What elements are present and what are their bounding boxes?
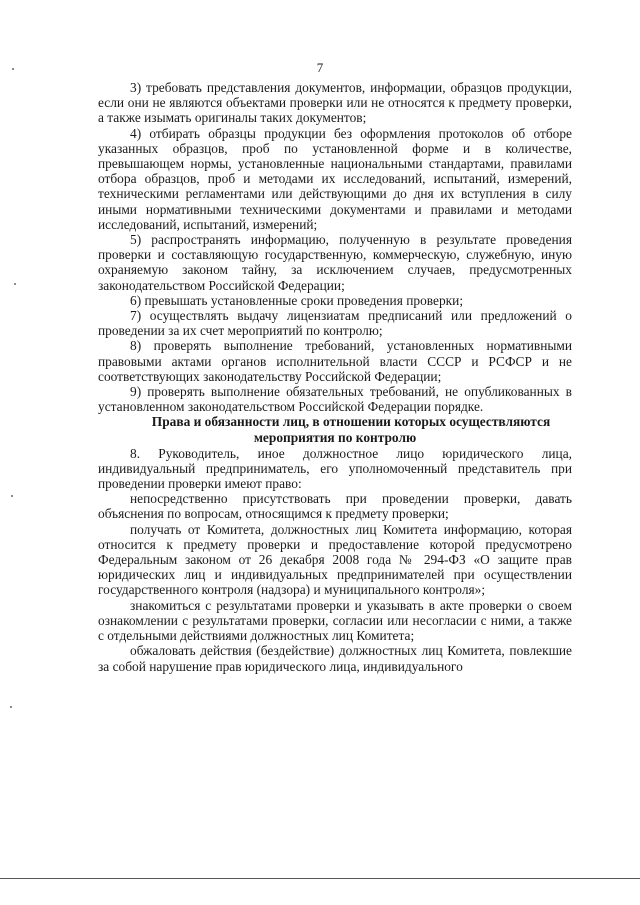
page-number: 7 [316,60,324,75]
section-paragraph: знакомиться с результатами проверки и указывать в акте проверки о своем ознакомлении с результатами проверки, согласии или несогласии с ними, а также с отдельными действиями должностных лиц Комитета; [98,597,572,644]
rights-section [98,446,572,674]
scan-speck [14,283,16,285]
scan-speck [10,706,12,708]
section-paragraph: 8. Руководитель, иное должностное лицо юридического лица, индивидуальный предприниматель, его уполномоченный представитель при проведении проверки имеют право: [98,445,572,492]
scan-speck [12,68,14,70]
section-heading: Права и обязанности лиц, в отношении которых осуществляются мероприятия по контролю [151,414,551,446]
list-item: 3) требовать представления документов, информации, образцов продукции, если они не являются объектами проверки или не относятся к предмету проверки, а также изымать оригиналы таких документов; [98,80,572,126]
scan-speck [11,495,13,497]
prohibitions-list [98,80,572,414]
scan-edge-line [0,878,640,879]
list-item: 8) проверять выполнение требований, установленных нормативными правовыми актами органов исполнительной власти СССР и РСФСР и не соответствующих законодательству Российской Федерации; [98,338,572,384]
section-paragraph: получать от Комитета, должностных лиц Комитета информацию, которая относится к предмету проверки и предоставление которой предусмотрено Федеральным законом от 26 декабря 2008 года № 294-ФЗ «О защите прав юридических лиц и индивидуальных предпринимателей при осуществлении государственного контроля (надзора) и муниципального контроля»; [98,521,572,598]
list-item: 5) распространять информацию, полученную в результате проведения проверки и составляющую государственную, коммерческую, служебную, иную охраняемую законом тайну, за исключением случаев, предусмотренных законодательством Российской Федерации; [98,232,572,293]
document-body [98,80,572,674]
list-item: 6) превышать установленные сроки проведения проверки; [130,292,464,308]
list-item: 7) осуществлять выдачу лицензиатам предписаний или предложений о проведении за их счет мероприятий по контролю; [98,308,572,339]
list-item: 9) проверять выполнение обязательных требований, не опубликованных в установленном законодательством Российской Федерации порядке. [98,384,572,415]
section-paragraph: непосредственно присутствовать при проведении проверки, давать объяснения по вопросам, относящимся к предмету проверки; [98,491,572,522]
list-item: 4) отбирать образцы продукции без оформления протоколов об отборе указанных образцов, проб по установленной форме и в количестве, превышающем нормы, установленные национальными стандартами, правилами отбора образцов, проб и методами их исследований, испытаний, измерений, техническими регламентами или действующими до дня их вступления в силу иными нормативными техническими документами и правилами и методами исследований, испытаний, измерений; [98,125,572,232]
section-paragraph: обжаловать действия (бездействие) должностных лиц Комитета, повлекшие за собой нарушение прав юридического лица, индивидуального [98,643,572,674]
